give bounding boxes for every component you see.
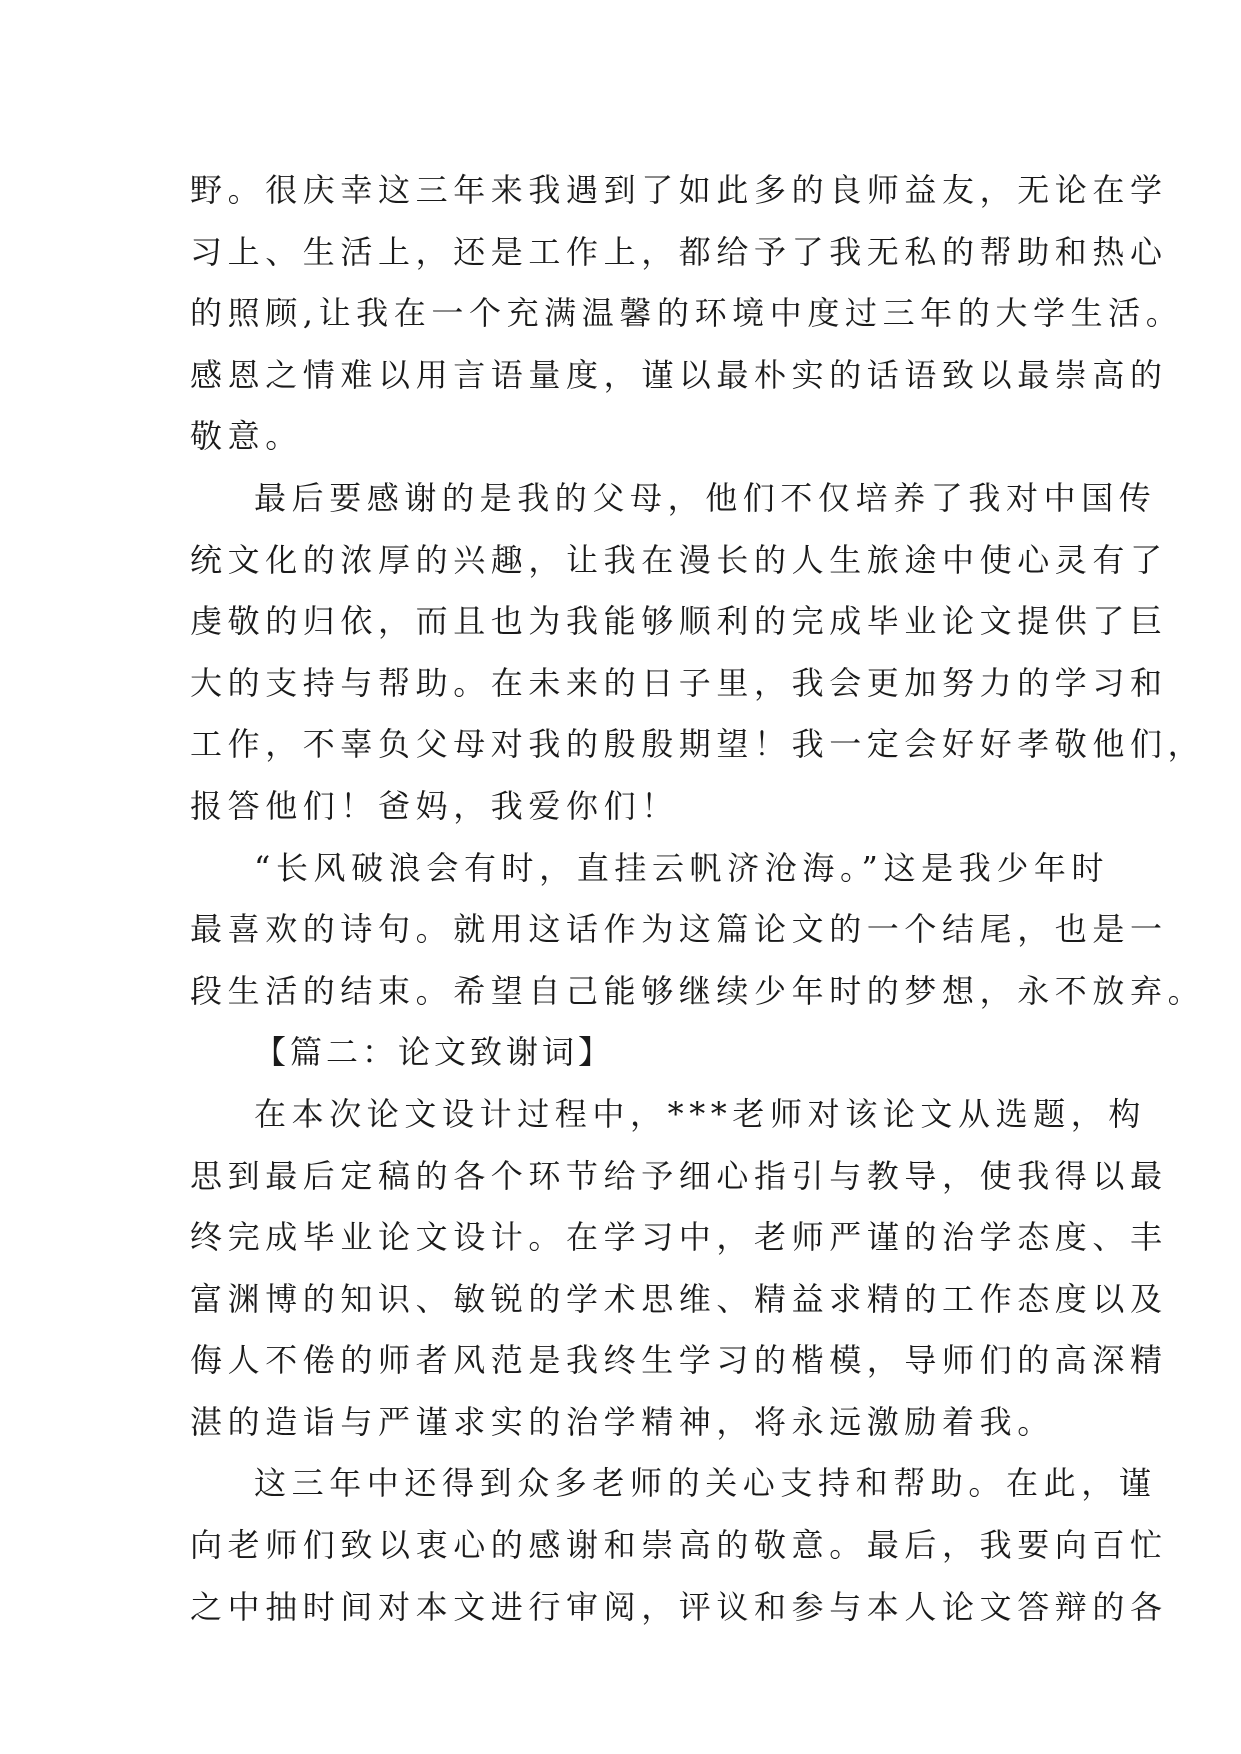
paragraph-line: 在本次论文设计过程中，***老师对该论文从选题，构	[254, 1094, 1147, 1133]
section-heading: 【篇二：论文致谢词】	[254, 1033, 615, 1072]
paragraph-line: 之中抽时间对本文进行审阅，评议和参与本人论文答辩的各	[190, 1587, 1168, 1626]
paragraph-line: 虔敬的归依，而且也为我能够顺利的完成毕业论文提供了巨	[190, 602, 1168, 641]
paragraph-line: 思到最后定稿的各个环节给予细心指引与教导，使我得以最	[190, 1156, 1168, 1195]
document-body	[190, 160, 1206, 1638]
paragraph-line: 向老师们致以衷心的感谢和崇高的敬意。最后，我要向百忙	[190, 1526, 1168, 1565]
paragraph-line: 段生活的结束。希望自己能够继续少年时的梦想，永不放弃。	[190, 971, 1206, 1010]
paragraph-line: 敬意。	[190, 417, 303, 456]
paragraph-line: 最后要感谢的是我的父母，他们不仅培养了我对中国传	[254, 478, 1157, 517]
paragraph-line: 报答他们！爸妈，我爱你们！	[190, 786, 679, 825]
paragraph-line: 富渊博的知识、敏锐的学术思维、精益求精的工作态度以及	[190, 1279, 1168, 1318]
paragraph-line: 最喜欢的诗句。就用这话作为这篇论文的一个结尾，也是一	[190, 910, 1168, 949]
paragraph-line: 这三年中还得到众多老师的关心支持和帮助。在此，谨	[254, 1464, 1157, 1503]
paragraph-line: 侮人不倦的师者风范是我终生学习的楷模，导师们的高深精	[190, 1341, 1168, 1380]
paragraph-line: 终完成毕业论文设计。在学习中，老师严谨的治学态度、丰	[190, 1218, 1168, 1257]
paragraph-line: 野。很庆幸这三年来我遇到了如此多的良师益友，无论在学	[190, 171, 1168, 209]
paragraph-line: 的照顾,让我在一个充满温馨的环境中度过三年的大学生活。	[190, 294, 1184, 333]
paragraph-line: 习上、生活上，还是工作上，都给予了我无私的帮助和热心	[190, 232, 1168, 271]
paragraph-line: 大的支持与帮助。在未来的日子里，我会更加努力的学习和	[190, 663, 1168, 702]
paragraph-line: 工作，不辜负父母对我的殷殷期望！我一定会好好孝敬他们，	[190, 725, 1206, 764]
paragraph-line: 统文化的浓厚的兴趣，让我在漫长的人生旅途中使心灵有了	[190, 540, 1168, 579]
paragraph-line: “长风破浪会有时，直挂云帆济沧海。”这是我少年时	[254, 848, 1110, 887]
paragraph-line: 湛的造诣与严谨求实的治学精神，将永远激励着我。	[190, 1402, 1055, 1441]
paragraph-line: 感恩之情难以用言语量度，谨以最朴实的话语致以最崇高的	[190, 355, 1168, 394]
